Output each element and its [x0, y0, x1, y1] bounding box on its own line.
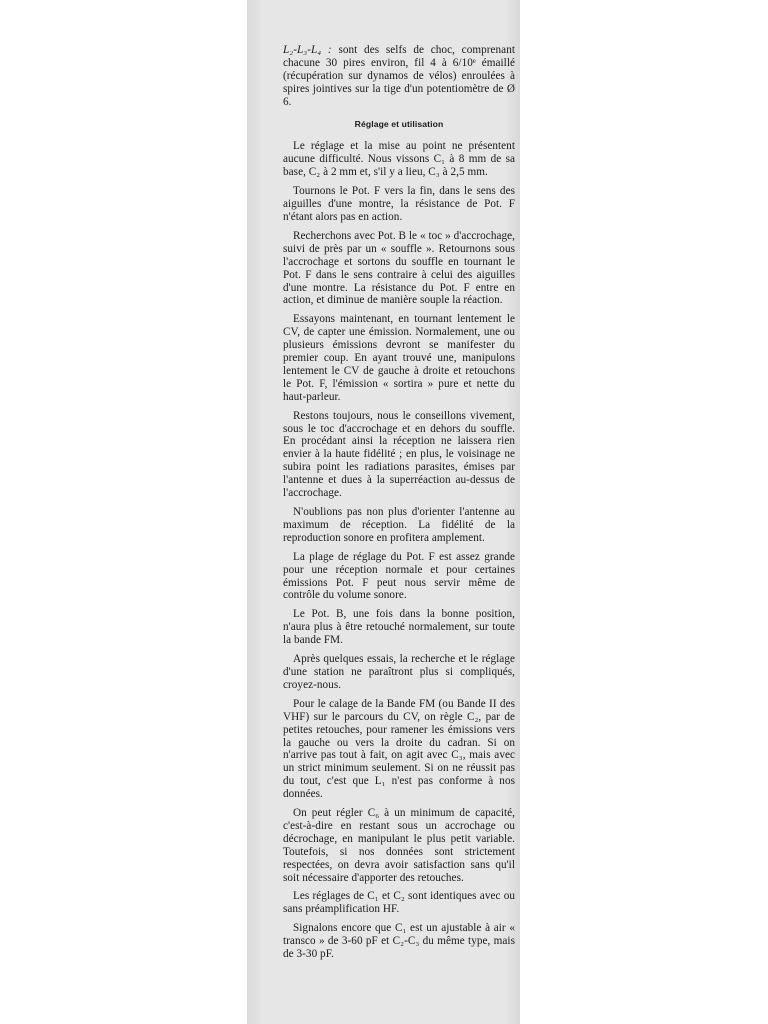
paragraph: On peut régler C₆ à un minimum de capacité, c'est-à-dire en restant sous un accrochage ou décrochage, en manipulant le plus petit variable. Toutefois, si nos données sont strictement respectées, on devra avoir satisfaction sans qu'il soit nécessaire d'apporter des retouches.	[283, 807, 515, 884]
paragraph: Pour le calage de la Bande FM (ou Bande II des VHF) sur le parcours du CV, on règle C₂, par de petites retouches, pour ramener les émissions vers la gauche ou vers la droite du cadran. Si on n'arrive pas tout à fait, on agit avec C₃, mais avec un strict minimum seulement. Si on ne réussit pas du tout, c'est que L₁ n'est pas conforme à nos données.	[283, 697, 515, 801]
paragraph: Recherchons avec Pot. B le « toc » d'accrochage, suivi de près par un « souffle ». Retournons sous l'accrochage et sortons du souffle en tournant le Pot. F dans le sens contraire à celui des aiguilles d'une montre. La résistance du Pot. F entre en action, et diminue de manière souple la réaction.	[283, 229, 515, 307]
paragraph: Tournons le Pot. F vers la fin, dans le sens des aiguilles d'une montre, la résistance de Pot. F n'étant alors pas en action.	[283, 185, 515, 223]
paragraph: Signalons encore que C₁ est un ajustable à air « transco » de 3-60 pF et C₂-C₃ du même type, mais de 3-30 pF.	[283, 922, 515, 961]
chokes-text: sont des selfs de choc, comprenant chacune 30 pires environ, fil 4 à 6/10ᵉ émaillé (récupération sur dynamos de vélos) enroulées à spires jointives sur la tige d'un potentiomètre de Ø 6.	[283, 44, 515, 108]
intro-paragraph	[283, 44, 515, 109]
paragraph: Le Pot. B, une fois dans la bonne position, n'aura plus à être retouché normalement, sur toute la bande FM.	[283, 608, 515, 647]
paragraph: N'oublions pas non plus d'orienter l'antenne au maximum de réception. La fidélité de la reproduction sonore en profitera amplement.	[283, 506, 515, 544]
paragraph: Restons toujours, nous le conseillons vivement, sous le toc d'accrochage et en dehors du souffle. En procédant ainsi la réception ne laissera rien envier à la haute fidélité ; en plus, le voisinage ne subira point les radiations parasites, émises par l'antenne et dues à la superréaction au-dessus de l'accrochage.	[283, 409, 515, 500]
chokes-label: L₂-L₃-L₄ :	[283, 44, 332, 56]
paragraph: Essayons maintenant, en tournant lentement le CV, de capter une émission. Normalement, une ou plusieurs émissions devront se manifester du premier coup. En ayant trouvé une, manipulons lentement le CV de gauche à droite et retouchons le Pot. F, l'émission « sortira » pure et nette du haut-parleur.	[283, 313, 515, 403]
paragraph: Les réglages de C₁ et C₂ sont identiques avec ou sans préamplification HF.	[283, 890, 515, 916]
paragraph: Après quelques essais, la recherche et le réglage d'une station ne paraîtront plus si compliqués, croyez-nous.	[283, 653, 515, 691]
section-title: Réglage et utilisation	[354, 118, 444, 129]
paragraph: La plage de réglage du Pot. F est assez grande pour une réception normale et pour certaines émissions Pot. F peut nous servir même de contrôle du volume sonore.	[283, 550, 515, 602]
article-column	[283, 44, 515, 967]
paragraph: Le réglage et la mise au point ne présentent aucune difficulté. Nous vissons C₁ à 8 mm de sa base, C₂ à 2 mm et, s'il y a lieu, C₃ à 2,5 mm.	[283, 140, 515, 179]
